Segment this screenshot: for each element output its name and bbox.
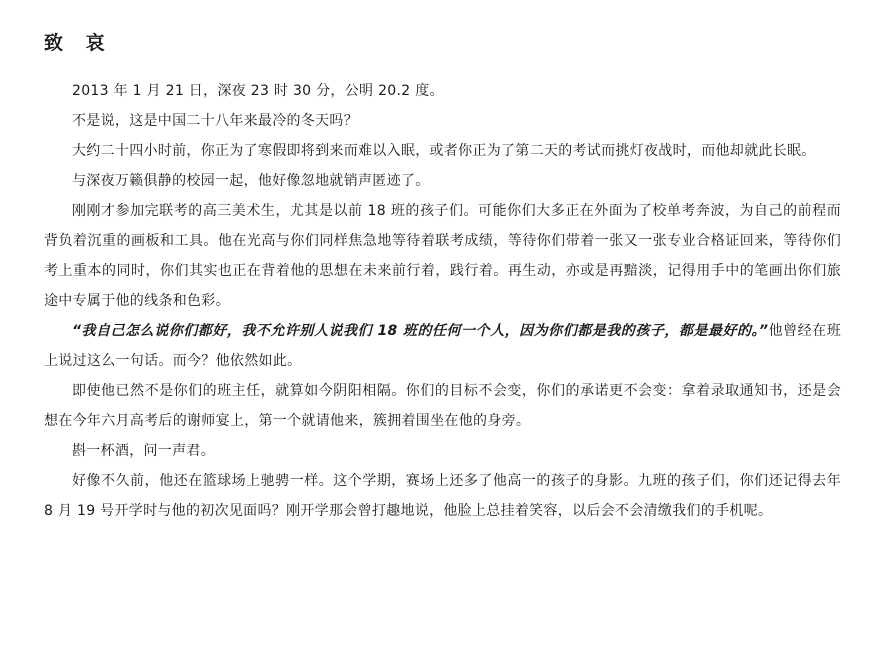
paragraph-quote	[44, 316, 841, 376]
paragraph-promise: 即使他已然不是你们的班主任，就算如今阴阳相隔。你们的目标不会变，你们的承诺更不会变：拿着录取通知书，还是会想在今年六月高考后的谢师宴上，第一个就请他来，簇拥着围坐在他的身旁。	[44, 383, 841, 429]
paragraph-24-hours-ago: 大约二十四小时前，你正为了寒假即将到来而难以入眠，或者你正为了第二天的考试而挑灯夜战时，而他却就此长眠。	[72, 143, 816, 159]
paragraph-coldest-winter: 不是说，这是中国二十八年来最冷的冬天吗？	[72, 113, 358, 129]
document-title: 致 哀	[44, 32, 113, 54]
quote-text: “我自己怎么说你们都好，我不允许别人说我们 18 班的任何一个人，因为你们都是我的孩子，都是最好的。”	[72, 323, 769, 339]
paragraph-date: 2013 年 1 月 21 日，深夜 23 时 30 分，公明 20.2 度。	[72, 83, 444, 99]
paragraph-toast: 斟一杯酒，问一声君。	[72, 443, 215, 459]
quote-followup: 他曾经在班上说过这么一句话。而今？他依然如此。	[44, 323, 842, 369]
paragraph-basketball: 好像不久前，他还在篮球场上驰骋一样。这个学期，赛场上还多了他高一的孩子的身影。九班的孩子们，你们还记得去年 8 月 19 号开学时与他的初次见面吗？刚开学那会曾打趣地说，他脸上总挂着笑容，以后会不会清缴我们的手机呢。	[44, 473, 841, 519]
paragraph-art-students: 刚刚才参加完联考的高三美术生，尤其是以前 18 班的孩子们。可能你们大多正在外面为了校单考奔波，为自己的前程而背负着沉重的画板和工具。他在光高与你们同样焦急地等待着联考成绩，等待你们带着一张又一张专业合格证回来，等待你们考上重本的同时，你们其实也正在背着他的思想在未来前行着，践行着。再生动，亦或是再黯淡，记得用手中的笔画出你们旅途中专属于他的线条和色彩。	[44, 203, 841, 309]
paragraph-campus-silence: 与深夜万籁俱静的校园一起，他好像忽地就销声匿迹了。	[72, 173, 430, 189]
